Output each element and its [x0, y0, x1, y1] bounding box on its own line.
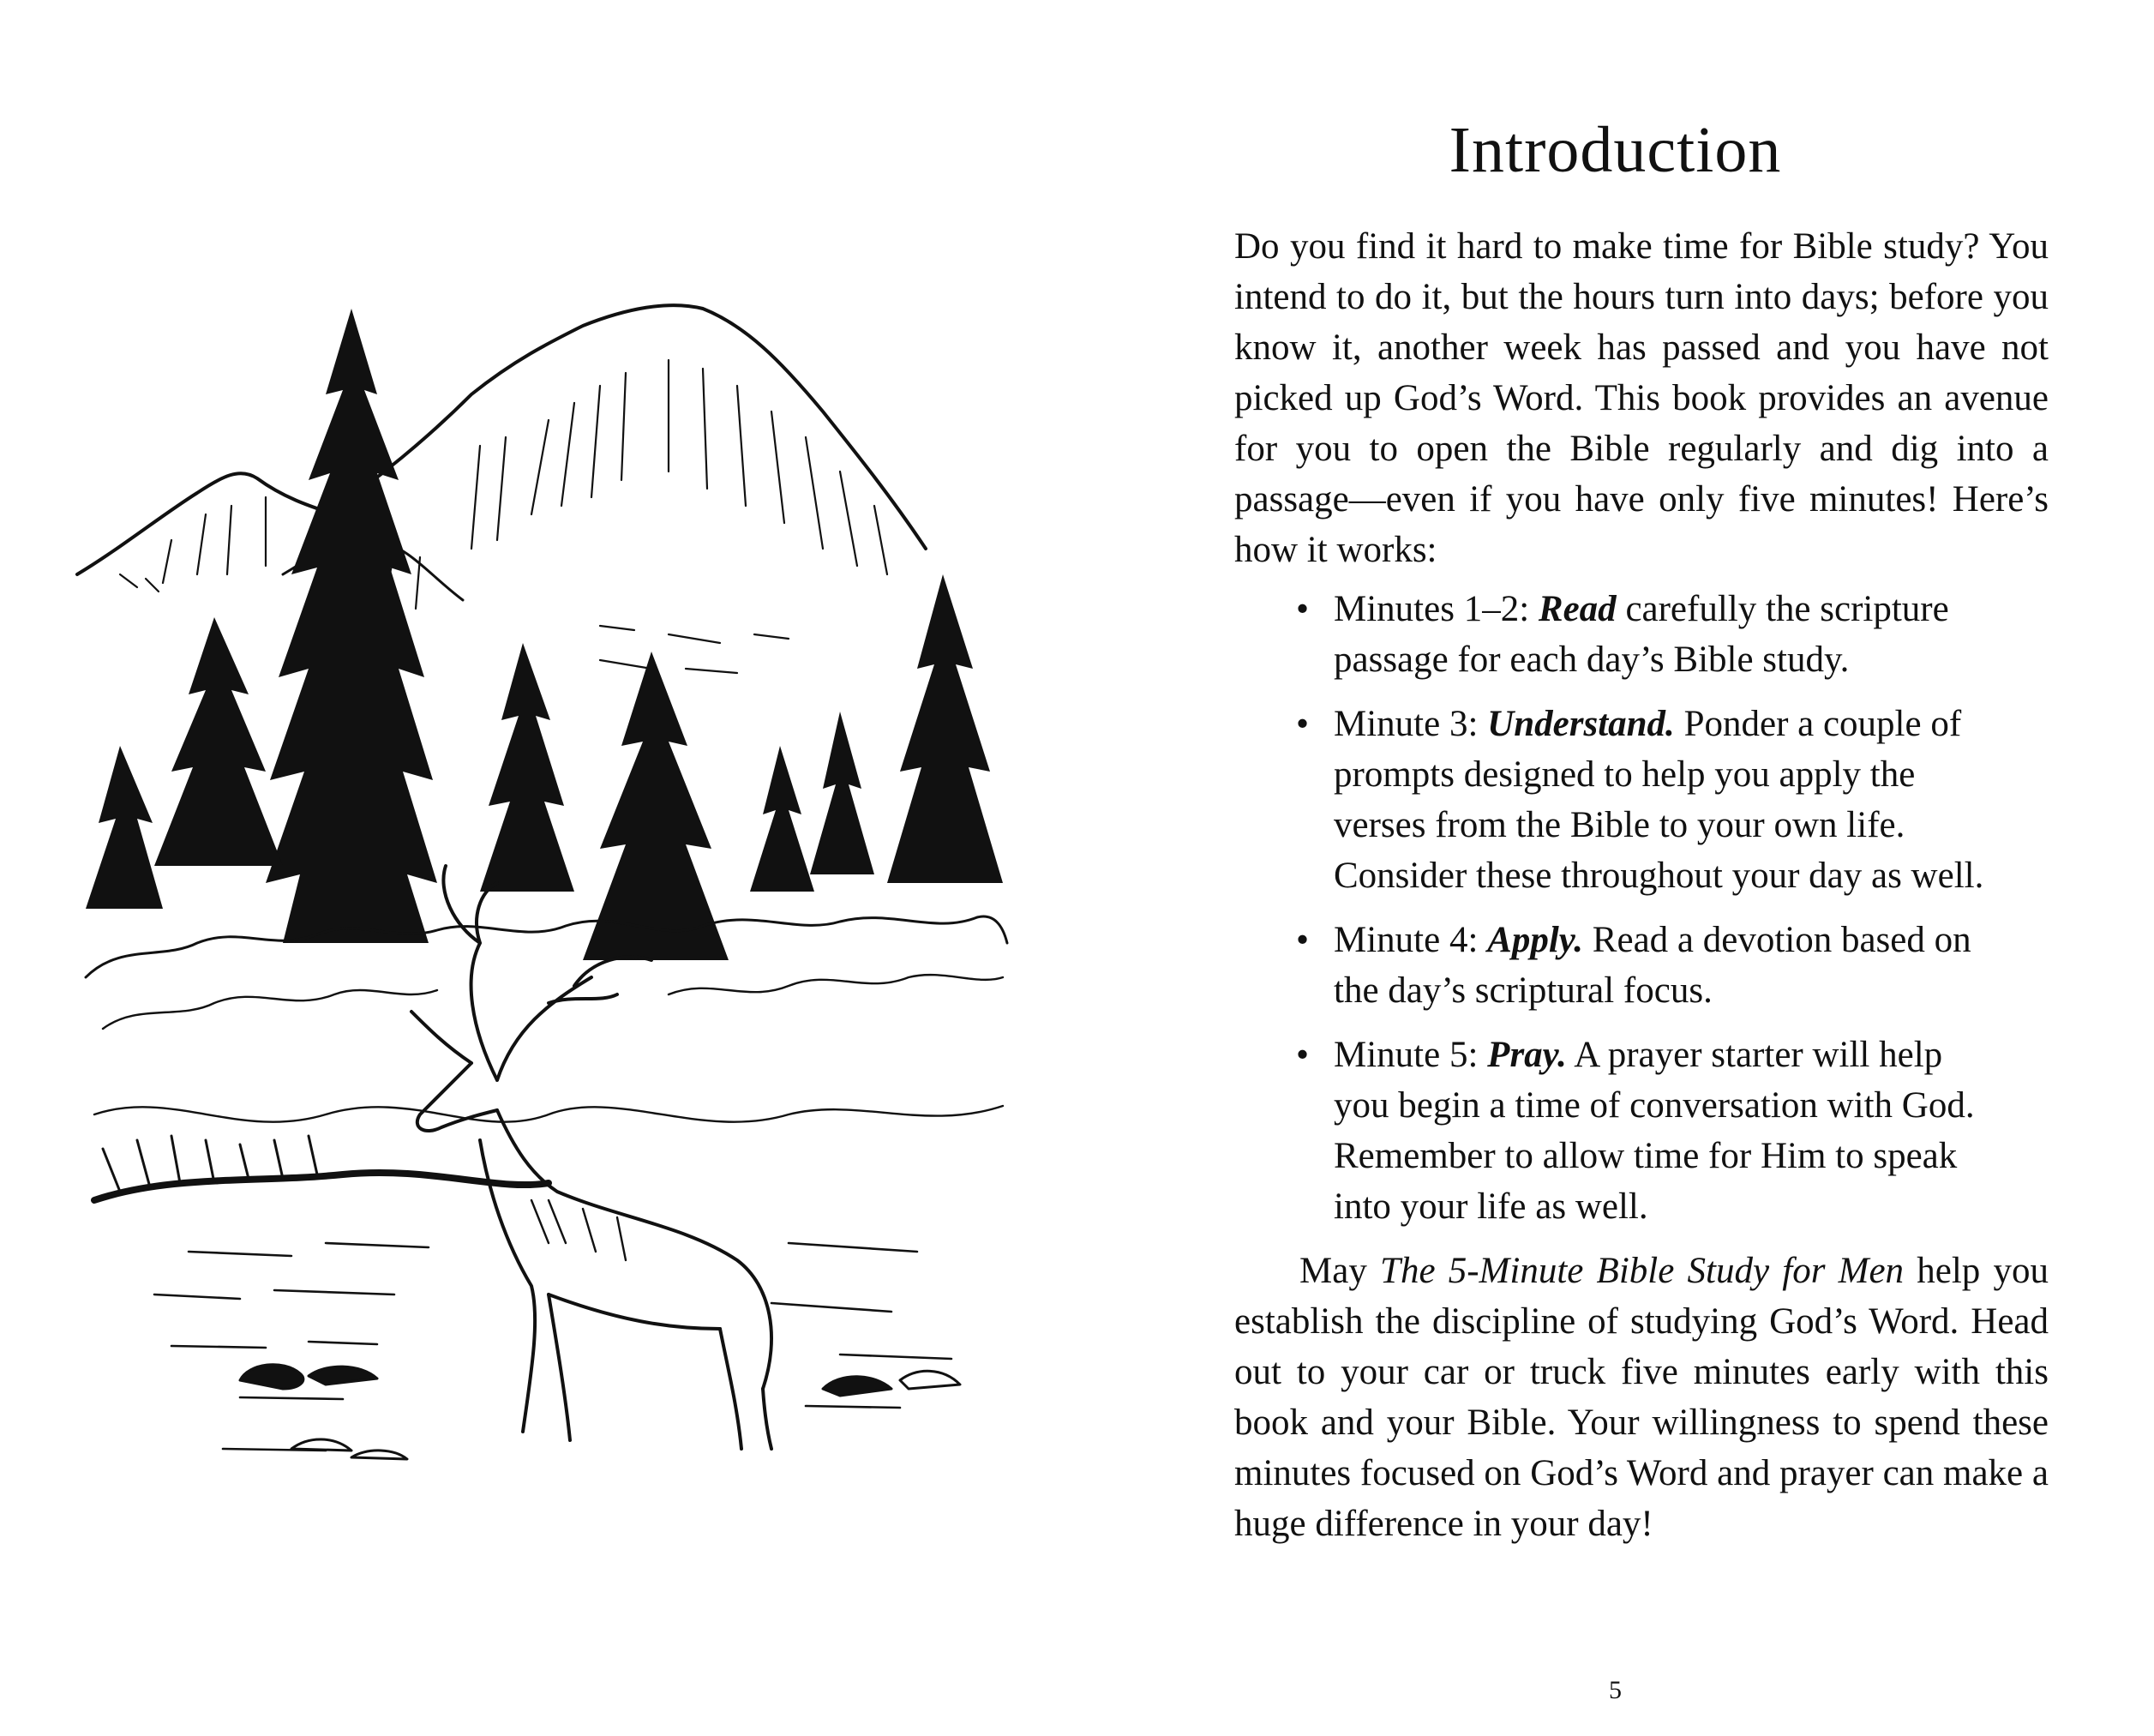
step-prefix: Minute 5: — [1334, 1035, 1488, 1075]
mountain-hatching — [120, 360, 887, 673]
bushes — [86, 916, 1007, 1122]
step-prefix: Minutes 1–2: — [1334, 589, 1539, 629]
pine-trees — [86, 309, 1003, 960]
right-page — [1077, 0, 2154, 1736]
mountains — [77, 305, 926, 600]
intro-paragraph: Do you find it hard to make time for Bible study? You intend to do it, but the hours turn into days; before you know it, another week has passed and you have not picked up God’s Word. This book provides an avenue for you to open the Bible regularly and dig into a passage—even if you have only five minutes! Here’s how it works: — [1234, 226, 2049, 570]
closing-paragraph — [1234, 1246, 2049, 1549]
closing-lead: May — [1299, 1251, 1381, 1291]
bullet-icon: • — [1296, 589, 1310, 629]
list-item — [1296, 584, 1985, 685]
rocks — [240, 1365, 960, 1459]
elk-landscape-icon — [69, 291, 1011, 1475]
step-emphasis: Understand. — [1487, 704, 1675, 744]
step-emphasis: Pray. — [1487, 1035, 1567, 1075]
step-prefix: Minute 4: — [1334, 920, 1488, 960]
page-title: Introduction — [1449, 114, 1782, 186]
book-title: The 5-Minute Bible Study for Men — [1380, 1251, 1905, 1291]
list-item — [1296, 1030, 1985, 1232]
river-lines — [154, 1243, 951, 1451]
body-text — [1234, 221, 2049, 1549]
step-text: Read a devotion based on the day’s scriptural focus. — [1334, 920, 1971, 1011]
closing-text: help you establish the discipline of studying God’s Word. Head out to your car or truck five minutes early with this book and your Bible. Your willingness to spend these minutes focused on God’s Word and prayer can make a huge difference in your day! — [1234, 1251, 2049, 1544]
bullet-icon: • — [1296, 1035, 1310, 1075]
step-emphasis: Read — [1538, 589, 1617, 629]
step-text: carefully the scripture passage for each day’s Bible study. — [1334, 589, 1949, 680]
step-text: A prayer starter will help you begin a time of conversation with God. Remember to allow time for Him to speak into your life as well. — [1334, 1035, 1975, 1227]
page-number: 5 — [1609, 1676, 1622, 1704]
bullet-icon: • — [1296, 704, 1310, 744]
step-text: Ponder a couple of prompts designed to help you apply the verses from the Bible to your own life. Consider these throughout your day as well. — [1334, 704, 1984, 896]
steps-list — [1234, 584, 2049, 1232]
list-item — [1296, 915, 1985, 1016]
step-prefix: Minute 3: — [1334, 704, 1488, 744]
bullet-icon: • — [1296, 920, 1310, 960]
list-item — [1296, 699, 1985, 901]
step-emphasis: Apply. — [1487, 920, 1584, 960]
